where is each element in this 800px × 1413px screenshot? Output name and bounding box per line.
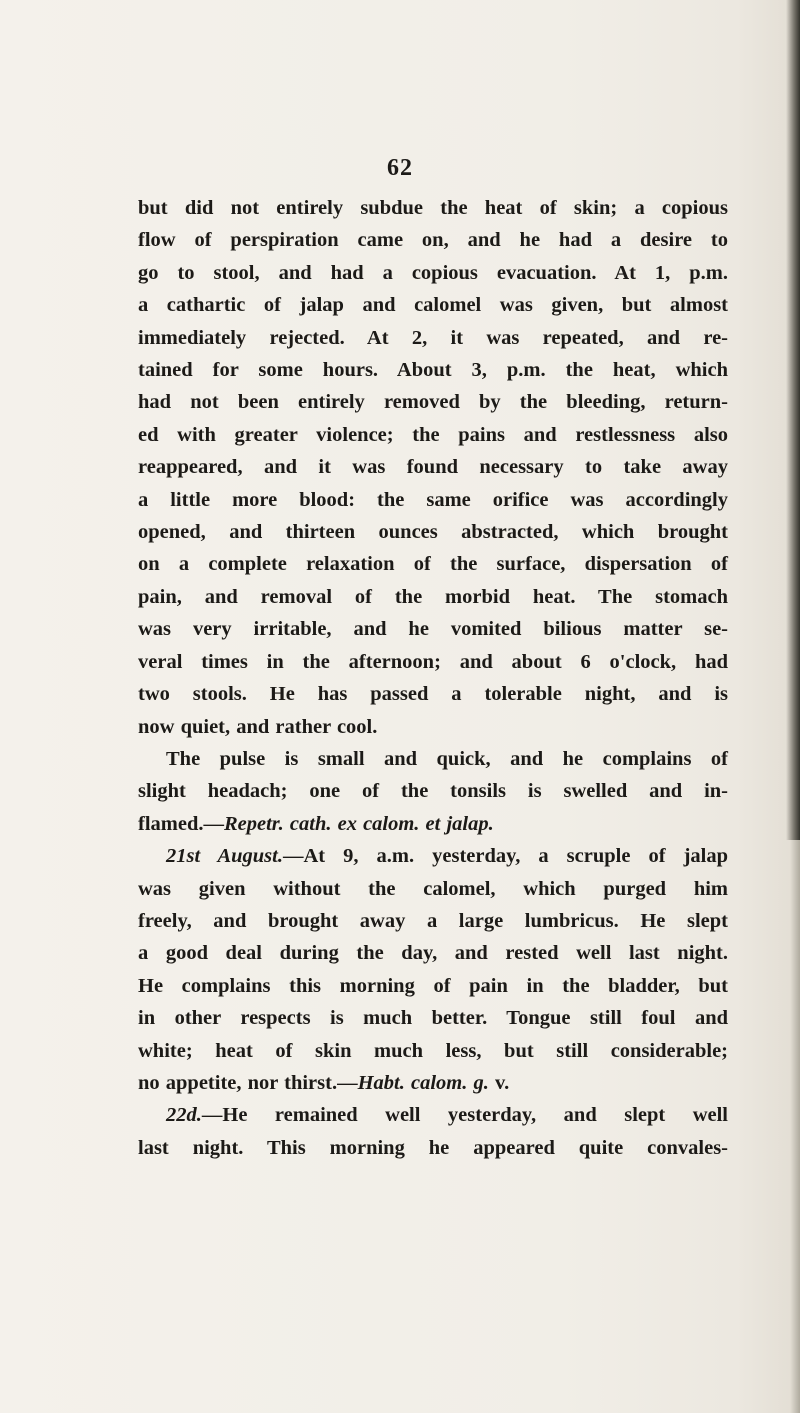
text-line: was very irritable, and he vomited bilious matter se- <box>138 618 728 641</box>
page-edge-shadow-lower <box>790 840 800 1413</box>
text-line: two stools. He has passed a tolerable night, and is <box>138 683 728 706</box>
text-line: had not been entirely removed by the bleeding, return- <box>138 391 728 414</box>
text-line: tained for some hours. About 3, p.m. the heat, which <box>138 359 728 382</box>
text-line: slight headach; one of the tonsils is swelled and in- <box>138 780 728 803</box>
text-line: a cathartic of jalap and calomel was given, but almost <box>138 294 728 317</box>
line-text: no appetite, nor thirst.— <box>138 1071 358 1094</box>
prescription-italic: Repetr. cath. ex calom. et jalap. <box>223 812 494 835</box>
line-text: —At 9, a.m. yesterday, a scruple of jalap <box>282 845 728 868</box>
text-line: freely, and brought away a large lumbricus. He slept <box>138 909 728 932</box>
text-line <box>138 808 728 840</box>
text-line: in other respects is much better. Tongue still foul and <box>138 1007 728 1030</box>
text-line: The pulse is small and quick, and he complains of <box>166 747 728 770</box>
text-line: but did not entirely subdue the heat of skin; a copious <box>138 197 728 219</box>
text-line: white; heat of skin much less, but still considerable; <box>138 1039 728 1062</box>
text-line <box>138 1099 728 1131</box>
date-heading-italic: 21st August. <box>166 845 283 868</box>
date-heading-italic: 22d. <box>166 1104 202 1127</box>
text-line: flow of perspiration came on, and he had a desire to <box>138 229 728 252</box>
text-line: He complains this morning of pain in the bladder, but <box>138 974 728 997</box>
line-text: —He remained well yesterday, and slept well <box>201 1104 728 1127</box>
text-line: was given without the calomel, which purged him <box>138 877 728 900</box>
text-line: opened, and thirteen ounces abstracted, which brought <box>138 521 728 544</box>
text-line: a little more blood: the same orifice was accordingly <box>138 488 728 511</box>
page-edge-shadow <box>786 0 800 840</box>
text-line: pain, and removal of the morbid heat. The stomach <box>138 585 728 608</box>
text-line: veral times in the afternoon; and about 6 o'clock, had <box>138 650 728 673</box>
text-line: a good deal during the day, and rested well last night. <box>138 942 728 965</box>
text-line: now quiet, and rather cool. <box>138 715 378 738</box>
page-number: 62 <box>387 155 413 181</box>
prescription-italic: Habt. calom. g. <box>357 1071 489 1094</box>
text-line <box>138 1067 728 1099</box>
text-line: on a complete relaxation of the surface, dispersation of <box>138 553 728 576</box>
text-line <box>138 840 728 872</box>
text-line: reappeared, and it was found necessary to take away <box>138 456 728 479</box>
body-text <box>138 192 728 1164</box>
line-text: flamed.— <box>138 812 224 835</box>
text-line: immediately rejected. At 2, it was repeated, and re- <box>138 326 728 349</box>
text-line: ed with greater violence; the pains and restlessness also <box>138 423 728 446</box>
text-line: go to stool, and had a copious evacuation. At 1, p.m. <box>138 261 728 284</box>
line-text: v. <box>488 1071 510 1094</box>
text-line: last night. This morning he appeared quite convales- <box>138 1136 728 1159</box>
